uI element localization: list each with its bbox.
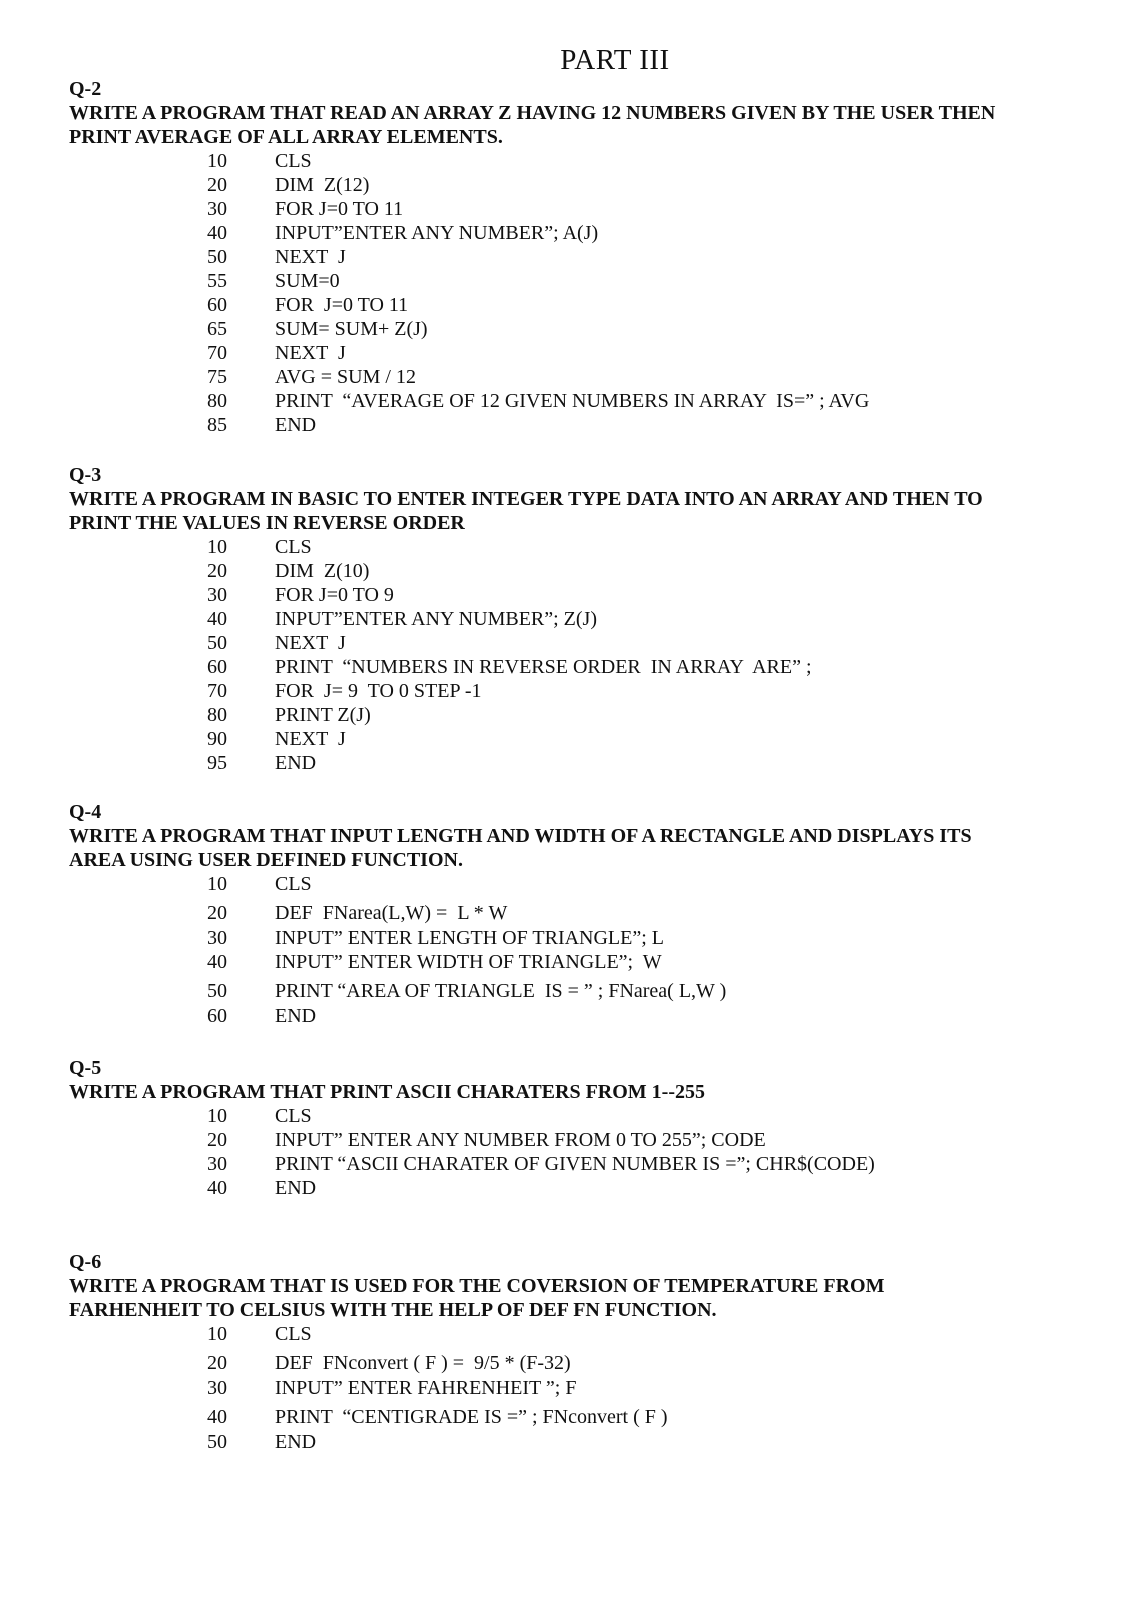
code-statement: NEXT J — [275, 342, 346, 364]
code-line — [69, 197, 1079, 221]
code-statement: FOR J=0 TO 11 — [275, 294, 409, 316]
code-line — [69, 607, 1079, 631]
code-line — [69, 1004, 1079, 1028]
code-statement: SUM= SUM+ Z(J) — [275, 318, 428, 340]
code-statement: AVG = SUM / 12 — [275, 366, 416, 388]
line-number: 50 — [207, 980, 227, 1002]
code-line — [69, 727, 1079, 751]
question-text-line: WRITE A PROGRAM THAT IS USED FOR THE COVERSION OF TEMPERATURE FROM — [69, 1275, 885, 1297]
code-line — [69, 1350, 1079, 1376]
code-statement: FOR J= 9 TO 0 STEP -1 — [275, 680, 482, 702]
line-number: 10 — [207, 536, 227, 558]
code-block — [69, 149, 1079, 437]
line-number: 30 — [207, 1377, 227, 1399]
question-label: Q-4 — [69, 801, 102, 823]
question-label: Q-5 — [69, 1057, 102, 1079]
code-line — [69, 1152, 1079, 1176]
line-number: 10 — [207, 1323, 227, 1345]
code-line — [69, 703, 1079, 727]
code-statement: CLS — [275, 1323, 312, 1345]
line-number: 40 — [207, 1406, 227, 1428]
code-line — [69, 221, 1079, 245]
code-line — [69, 1176, 1079, 1200]
line-number: 30 — [207, 1153, 227, 1175]
code-statement: PRINT “AREA OF TRIANGLE IS = ” ; FNarea( L,W ) — [275, 980, 727, 1002]
code-statement: DIM Z(12) — [275, 174, 370, 196]
line-number: 95 — [207, 752, 227, 774]
line-number: 85 — [207, 414, 227, 436]
code-line — [69, 317, 1079, 341]
code-statement: NEXT J — [275, 632, 346, 654]
code-statement: END — [275, 1005, 317, 1027]
question-q4 — [69, 800, 1079, 1028]
code-line — [69, 950, 1079, 974]
line-number: 50 — [207, 632, 227, 654]
code-statement: SUM=0 — [275, 270, 340, 292]
code-statement: DEF FNconvert ( F ) = 9/5 * (F-32) — [275, 1352, 571, 1374]
line-number: 70 — [207, 342, 227, 364]
code-line — [69, 1322, 1079, 1346]
code-statement: CLS — [275, 150, 312, 172]
line-number: 20 — [207, 1129, 227, 1151]
line-number: 40 — [207, 222, 227, 244]
line-number: 40 — [207, 951, 227, 973]
code-statement: DEF FNarea(L,W) = L * W — [275, 902, 508, 924]
line-number: 55 — [207, 270, 227, 292]
code-block — [69, 535, 1079, 775]
code-line — [69, 1104, 1079, 1128]
line-number: 20 — [207, 1352, 227, 1374]
line-number: 20 — [207, 174, 227, 196]
line-number: 50 — [207, 1431, 227, 1453]
question-text-line: AREA USING USER DEFINED FUNCTION. — [69, 849, 463, 871]
line-number: 20 — [207, 902, 227, 924]
code-statement: DIM Z(10) — [275, 560, 370, 582]
code-statement: FOR J=0 TO 11 — [275, 198, 404, 220]
code-statement: PRINT “ASCII CHARATER OF GIVEN NUMBER IS =”; CHR$(CODE) — [275, 1153, 875, 1175]
line-number: 80 — [207, 390, 227, 412]
code-statement: CLS — [275, 873, 312, 895]
code-statement: CLS — [275, 536, 312, 558]
line-number: 30 — [207, 198, 227, 220]
code-line — [69, 173, 1079, 197]
code-statement: PRINT “AVERAGE OF 12 GIVEN NUMBERS IN ARRAY IS=” ; AVG — [275, 390, 870, 412]
question-q5 — [69, 1056, 1079, 1200]
line-number: 20 — [207, 560, 227, 582]
line-number: 70 — [207, 680, 227, 702]
code-line — [69, 655, 1079, 679]
code-line — [69, 559, 1079, 583]
code-statement: END — [275, 752, 317, 774]
code-line — [69, 900, 1079, 926]
code-statement: PRINT Z(J) — [275, 704, 371, 726]
code-line — [69, 293, 1079, 317]
line-number: 40 — [207, 1177, 227, 1199]
code-statement: END — [275, 414, 317, 436]
code-line — [69, 1404, 1079, 1430]
question-q3 — [69, 463, 1079, 775]
question-text-line: WRITE A PROGRAM THAT PRINT ASCII CHARATERS FROM 1--255 — [69, 1081, 705, 1103]
code-line — [69, 535, 1079, 559]
code-block — [69, 872, 1079, 1028]
code-statement: NEXT J — [275, 728, 346, 750]
question-label: Q-6 — [69, 1251, 102, 1273]
code-line — [69, 389, 1079, 413]
question-text-line: WRITE A PROGRAM THAT READ AN ARRAY Z HAVING 12 NUMBERS GIVEN BY THE USER THEN — [69, 102, 996, 124]
code-line — [69, 245, 1079, 269]
question-text-line: PRINT THE VALUES IN REVERSE ORDER — [69, 512, 465, 534]
question-text-line: WRITE A PROGRAM THAT INPUT LENGTH AND WIDTH OF A RECTANGLE AND DISPLAYS ITS — [69, 825, 972, 847]
code-line — [69, 978, 1079, 1004]
line-number: 75 — [207, 366, 227, 388]
line-number: 60 — [207, 1005, 227, 1027]
code-line — [69, 365, 1079, 389]
code-line — [69, 583, 1079, 607]
code-statement: END — [275, 1431, 317, 1453]
line-number: 65 — [207, 318, 227, 340]
code-statement: INPUT” ENTER WIDTH OF TRIANGLE”; W — [275, 951, 662, 973]
code-statement: PRINT “CENTIGRADE IS =” ; FNconvert ( F ) — [275, 1406, 668, 1428]
code-block — [69, 1104, 1079, 1200]
line-number: 10 — [207, 873, 227, 895]
line-number: 40 — [207, 608, 227, 630]
question-label: Q-2 — [69, 78, 102, 100]
code-statement: NEXT J — [275, 246, 346, 268]
question-q6 — [69, 1250, 1079, 1454]
question-q2 — [69, 77, 1079, 437]
code-statement: INPUT”ENTER ANY NUMBER”; A(J) — [275, 222, 599, 244]
code-line — [69, 872, 1079, 896]
code-line — [69, 149, 1079, 173]
code-line — [69, 1376, 1079, 1400]
code-statement: INPUT” ENTER FAHRENHEIT ”; F — [275, 1377, 577, 1399]
code-statement: FOR J=0 TO 9 — [275, 584, 394, 606]
code-line — [69, 413, 1079, 437]
code-statement: INPUT”ENTER ANY NUMBER”; Z(J) — [275, 608, 598, 630]
code-statement: PRINT “NUMBERS IN REVERSE ORDER IN ARRAY ARE” ; — [275, 656, 812, 678]
line-number: 30 — [207, 584, 227, 606]
code-statement: CLS — [275, 1105, 312, 1127]
line-number: 60 — [207, 294, 227, 316]
code-statement: END — [275, 1177, 317, 1199]
code-line — [69, 269, 1079, 293]
line-number: 80 — [207, 704, 227, 726]
line-number: 90 — [207, 728, 227, 750]
line-number: 10 — [207, 1105, 227, 1127]
page-title: PART III — [560, 44, 670, 76]
code-line — [69, 631, 1079, 655]
code-statement: INPUT” ENTER LENGTH OF TRIANGLE”; L — [275, 927, 665, 949]
code-statement: INPUT” ENTER ANY NUMBER FROM 0 TO 255”; CODE — [275, 1129, 766, 1151]
code-line — [69, 1128, 1079, 1152]
code-block — [69, 1322, 1079, 1454]
question-text-line: PRINT AVERAGE OF ALL ARRAY ELEMENTS. — [69, 126, 503, 148]
line-number: 10 — [207, 150, 227, 172]
question-label: Q-3 — [69, 464, 102, 486]
line-number: 60 — [207, 656, 227, 678]
line-number: 50 — [207, 246, 227, 268]
code-line — [69, 341, 1079, 365]
code-line — [69, 926, 1079, 950]
question-text-line: FARHENHEIT TO CELSIUS WITH THE HELP OF DEF FN FUNCTION. — [69, 1299, 717, 1321]
question-text-line: WRITE A PROGRAM IN BASIC TO ENTER INTEGER TYPE DATA INTO AN ARRAY AND THEN TO — [69, 488, 983, 510]
code-line — [69, 1430, 1079, 1454]
line-number: 30 — [207, 927, 227, 949]
code-line — [69, 679, 1079, 703]
code-line — [69, 751, 1079, 775]
